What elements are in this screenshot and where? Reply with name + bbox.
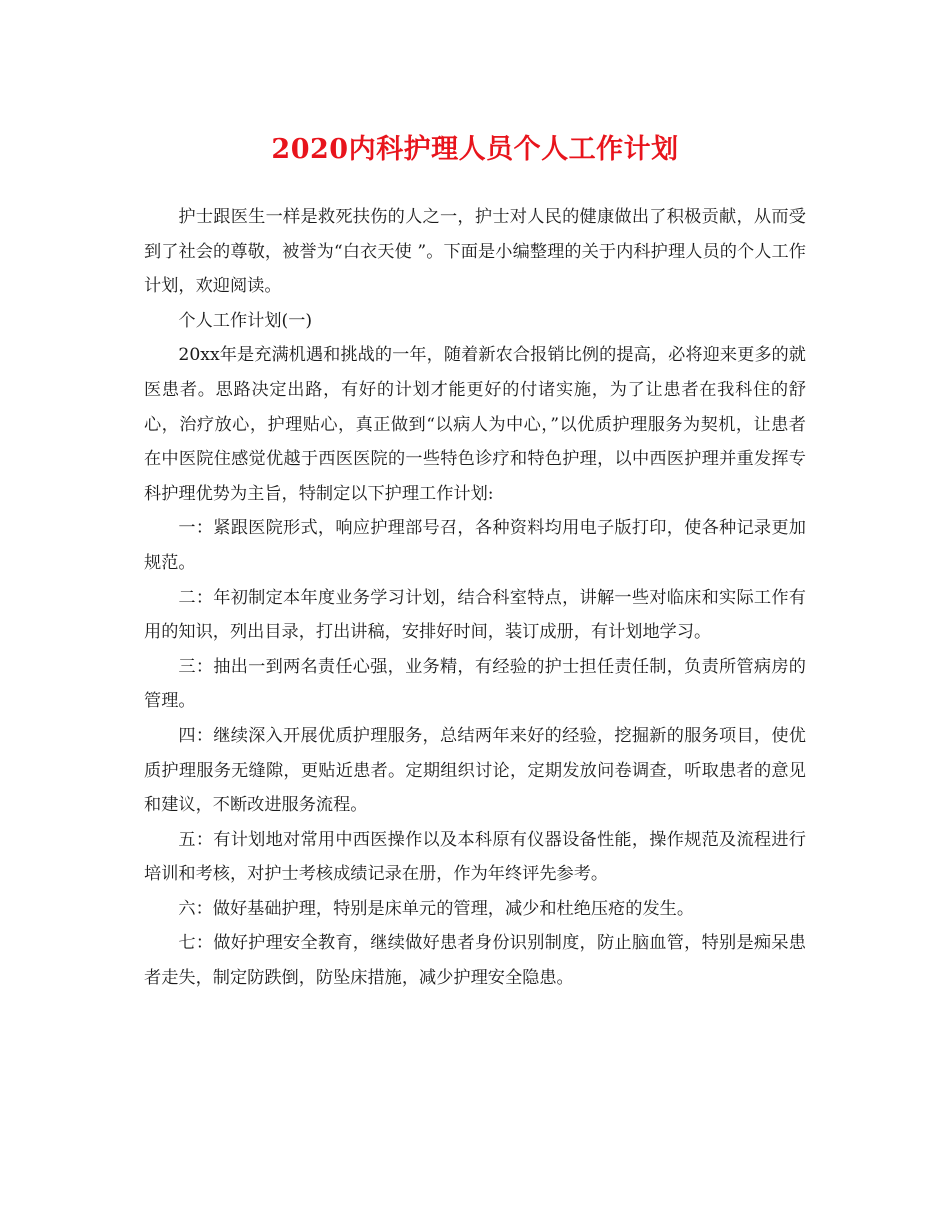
document-body [144,200,806,996]
section-heading: 个人工作计划(一) [178,310,313,331]
plan-item-3: 三：抽出一到两名责任心强，业务精，有经验的护士担任责任制，负责所管病房的管理。 [144,656,806,712]
plan-item-2: 二：年初制定本年度业务学习计划，结合科室特点，讲解一些对临床和实际工作有用的知识，列出目录，打出讲稿，安排好时间，装订成册，有计划地学习。 [144,587,806,643]
plan-item-6: 六：做好基础护理，特别是床单元的管理，减少和杜绝压疮的发生。 [178,898,695,919]
plan-item-1: 一：紧跟医院形式，响应护理部号召，各种资料均用电子版打印，使各种记录更加规范。 [144,518,806,573]
paragraph-overview: 20xx年是充满机遇和挑战的一年，随着新农合报销比例的提高，必将迎来更多的就医患者。思路决定出路，有好的计划才能更好的付诸实施，为了让患者在我科住的舒心，治疗放心，护理贴心，真正做到“以病人为中心，”以优质护理服务为契机，让患者在中医院住感觉优越于西医医院的一些特色诊疗和特色护理，以中西医护理并重发挥专科护理优势为主旨，特制定以下护理工作计划: [144,345,806,504]
plan-item-5: 五：有计划地对常用中西医操作以及本科原有仪器设备性能，操作规范及流程进行培训和考核，对护士考核成绩记录在册，作为年终评先参考。 [144,829,806,885]
document-title: 2020内科护理人员个人工作计划 [271,134,679,165]
plan-item-4: 四：继续深入开展优质护理服务，总结两年来好的经验，挖掘新的服务项目，使优质护理服务无缝隙，更贴近患者。定期组织讨论，定期发放问卷调查，听取患者的意见和建议，不断改进服务流程。 [144,725,806,816]
plan-item-7: 七：做好护理安全教育，继续做好患者身份识别制度，防止脑血管，特别是痴呆患者走失，制定防跌倒，防坠床措施，减少护理安全隐患。 [144,933,806,989]
paragraph-intro: 护士跟医生一样是救死扶伤的人之一，护士对人民的健康做出了积极贡献，从而受到了社会的尊敬，被誉为“白衣天使 ”。下面是小编整理的关于内科护理人员的个人工作计划，欢迎阅读。 [144,207,806,297]
